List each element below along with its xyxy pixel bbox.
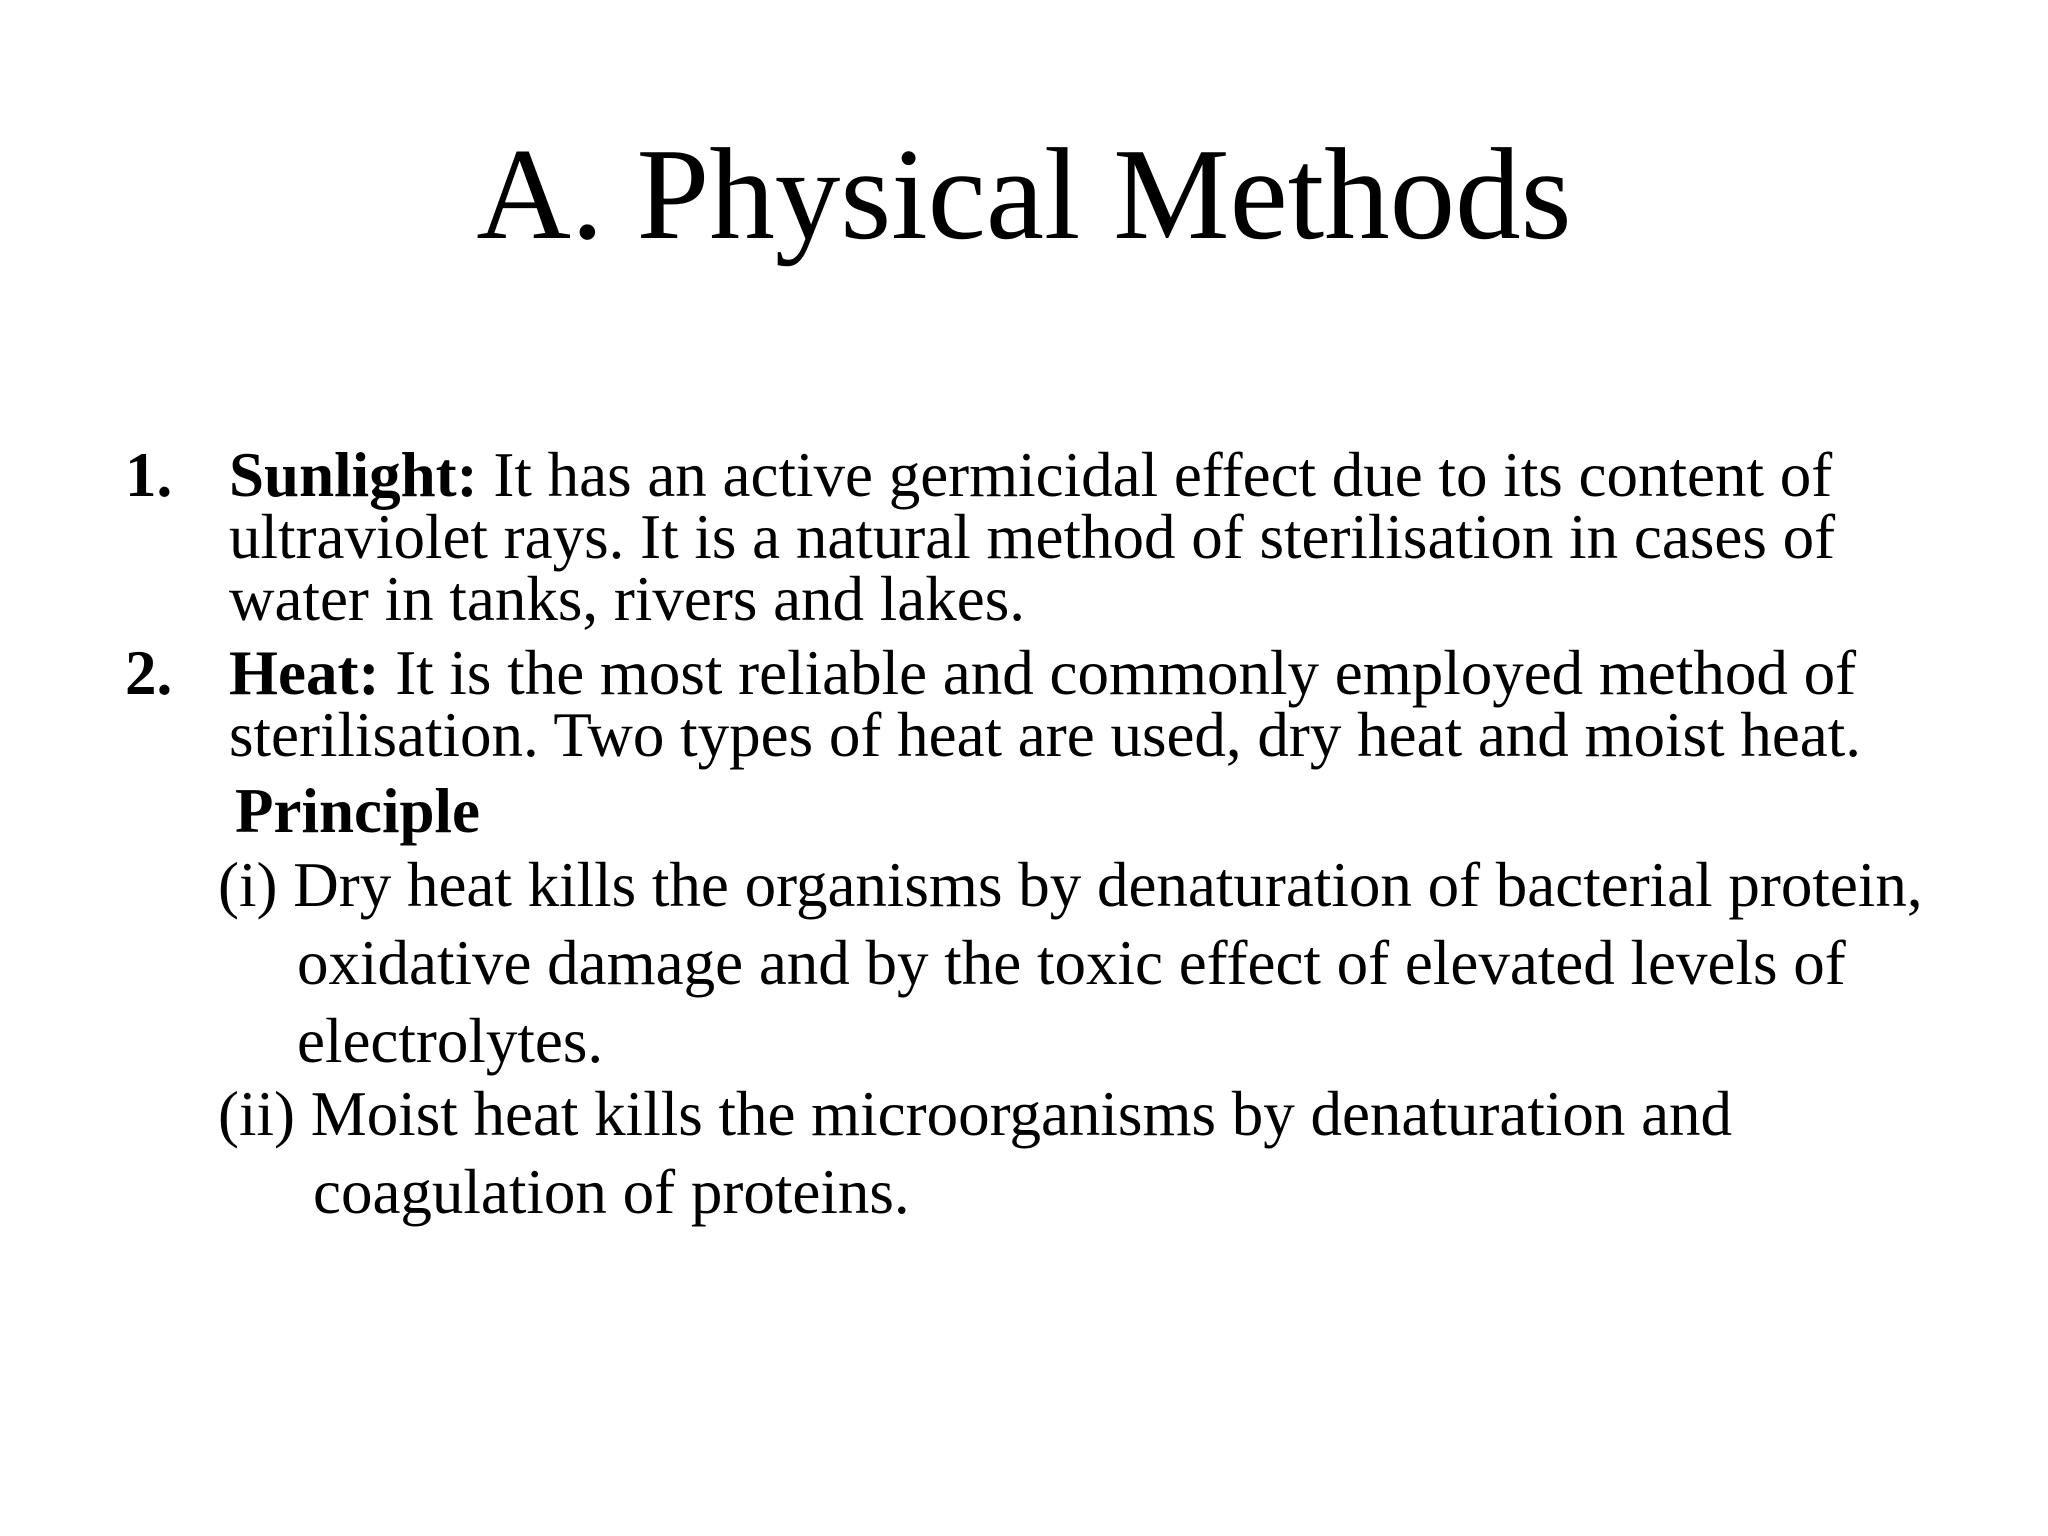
principle-heading: Principle (235, 776, 480, 846)
item-text (229, 638, 1949, 770)
slide-title: A. Physical Methods (476, 122, 1572, 267)
item-number: 1. (125, 440, 173, 510)
item-line (229, 440, 1949, 510)
principle-point-line: (ii) Moist heat kills the microorganisms by denaturation and (218, 1079, 1733, 1149)
item-line (229, 638, 1949, 708)
item-line-text: It is the most reliable and commonly employed method of (379, 638, 1857, 708)
principle-point-line: coagulation of proteins. (313, 1157, 910, 1227)
item-text (229, 440, 1949, 634)
principle-point-line: electrolytes. (297, 1006, 604, 1076)
item-number: 2. (125, 638, 173, 708)
item-line: water in tanks, rivers and lakes. (229, 564, 1025, 634)
item-line: ultraviolet rays. It is a natural method of sterilisation in cases of (229, 502, 1836, 572)
item-line-text: It has an active germicidal effect due to its content of (477, 440, 1833, 510)
item-lead: Sunlight: (229, 440, 478, 510)
item-lead: Heat: (229, 638, 380, 708)
principle-point-line: oxidative damage and by the toxic effect of elevated levels of (297, 928, 1846, 998)
item-line: sterilisation. Two types of heat are used, dry heat and moist heat. (229, 700, 1862, 770)
principle-point-line: (i) Dry heat kills the organisms by denaturation of bacterial protein, (218, 850, 1923, 920)
